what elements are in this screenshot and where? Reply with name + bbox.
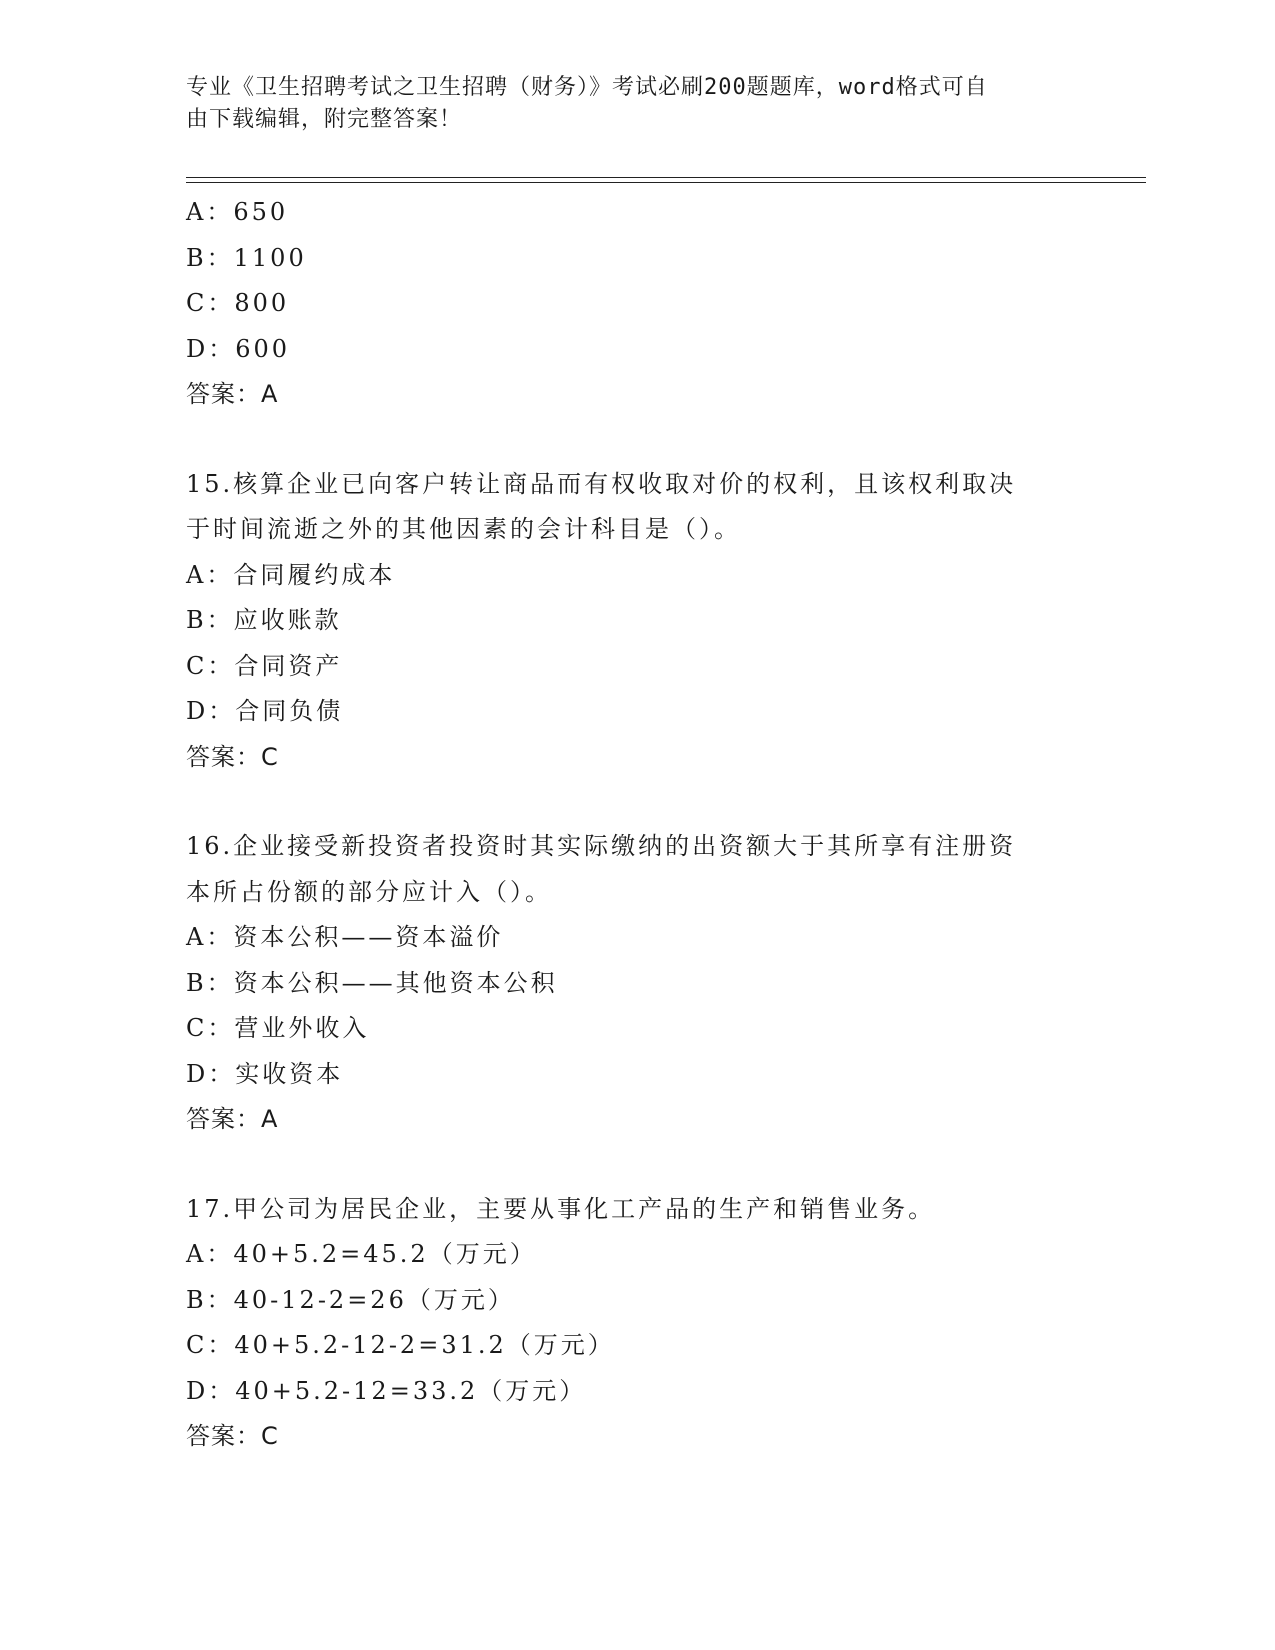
option-c: C：40+5.2-12-2=31.2（万元） — [186, 1331, 615, 1359]
option-b: B：1100 — [186, 243, 307, 272]
question-stem-line-1: 15.核算企业已向客户转让商品而有权收取对价的权利，且该权利取决 — [186, 469, 1017, 498]
option-a: A：合同履约成本 — [186, 560, 396, 589]
question-stem-line-2: 于时间流逝之外的其他因素的会计科目是（）。 — [186, 515, 741, 543]
option-b: B：应收账款 — [186, 606, 342, 634]
header-line-2: 由下载编辑，附完整答案！ — [186, 107, 463, 132]
question-stem-line-2: 本所占份额的部分应计入（）。 — [186, 877, 552, 906]
document-header — [186, 72, 1066, 136]
header-rule-top — [186, 177, 1146, 178]
question-17 — [186, 1187, 1086, 1460]
option-a: A：资本公积——资本溢价 — [186, 923, 504, 951]
question-16 — [186, 824, 1086, 1143]
question-list — [186, 190, 1086, 1460]
question-stem-line-1: 16.企业接受新投资者投资时其实际缴纳的出资额大于其所享有注册资 — [186, 832, 1017, 860]
answer-line: 答案：C — [186, 742, 279, 771]
answer-line: 答案：A — [186, 1105, 279, 1133]
answer-line: 答案：A — [186, 380, 279, 408]
question-15 — [186, 462, 1086, 781]
option-c: C：合同资产 — [186, 651, 343, 680]
option-d: D：合同负债 — [186, 697, 344, 725]
option-a: A：650 — [186, 198, 289, 226]
question-stem-line-1: 17.甲公司为居民企业，主要从事化工产品的生产和销售业务。 — [186, 1194, 936, 1223]
option-c: C：营业外收入 — [186, 1014, 370, 1042]
option-c: C：800 — [186, 289, 290, 317]
option-d: D：600 — [186, 334, 291, 363]
option-b: B：资本公积——其他资本公积 — [186, 968, 558, 997]
answer-line: 答案：C — [186, 1422, 279, 1450]
header-line-1: 专业《卫生招聘考试之卫生招聘（财务）》考试必刷200题题库，word格式可自 — [186, 75, 988, 100]
option-b: B：40-12-2=26（万元） — [186, 1285, 515, 1314]
question-14 — [186, 190, 1086, 418]
header-rule-bottom — [186, 182, 1146, 183]
option-a: A：40+5.2=45.2（万元） — [186, 1240, 537, 1268]
question-spacer — [186, 418, 1086, 462]
option-d: D：40+5.2-12=33.2（万元） — [186, 1376, 587, 1405]
question-spacer — [186, 780, 1086, 824]
question-spacer — [186, 1143, 1086, 1187]
option-d: D：实收资本 — [186, 1059, 344, 1088]
